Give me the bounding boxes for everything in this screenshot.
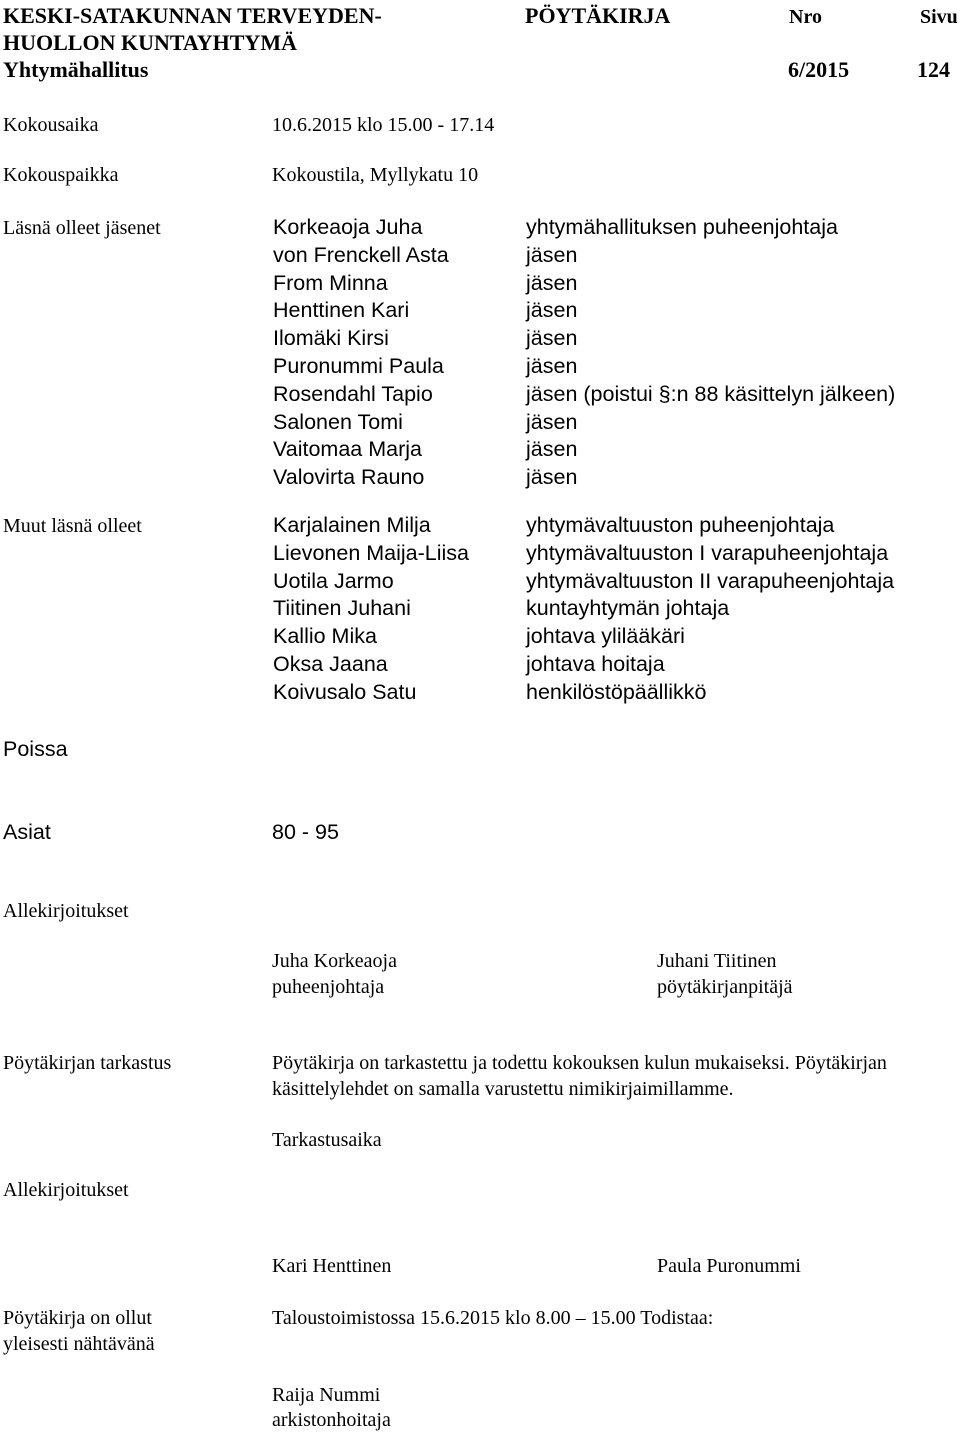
- document-type: PÖYTÄKIRJA: [525, 3, 671, 28]
- present-members-roles: [526, 214, 895, 492]
- other-present-names: [273, 512, 469, 707]
- public-display-value: Taloustoimistossa 15.6.2015 klo 8.00 – 15.00 Todistaa:: [272, 1307, 714, 1329]
- attendee-name: Kallio Mika: [273, 624, 377, 649]
- other-present-label: Muut läsnä olleet: [3, 515, 142, 537]
- reviewer2-name: Paula Puronummi: [657, 1255, 801, 1277]
- attendee-name: Uotila Jarmo: [273, 568, 394, 593]
- member-role: jäsen: [526, 326, 578, 351]
- attendee-role: kuntayhtymän johtaja: [526, 596, 730, 621]
- meeting-place-value: Kokoustila, Myllykatu 10: [272, 164, 479, 186]
- secretary-signature-name: Juhani Tiitinen: [657, 950, 777, 972]
- member-role: yhtymähallituksen puheenjohtaja: [526, 215, 838, 239]
- member-role: jäsen: [526, 409, 578, 434]
- attendee-name: Lievonen Maija-Liisa: [273, 540, 469, 565]
- member-name: von Frenckell Asta: [273, 242, 449, 267]
- attendee-name: Oksa Jaana: [273, 651, 388, 676]
- public-display-label-line2: yleisesti nähtävänä: [3, 1333, 155, 1355]
- member-role: jäsen: [526, 353, 578, 378]
- member-name: Ilomäki Kirsi: [273, 326, 389, 351]
- present-members-label: Läsnä olleet jäsenet: [3, 217, 161, 239]
- member-name: Puronummi Paula: [273, 353, 444, 378]
- attendee-role: yhtymävaltuuston II varapuheenjohtaja: [526, 568, 895, 593]
- attendee-name: Tiitinen Juhani: [273, 596, 411, 621]
- present-members-names: [273, 214, 449, 492]
- member-name: From Minna: [273, 270, 388, 295]
- attendee-name: Koivusalo Satu: [273, 679, 417, 704]
- minutes-number: 6/2015: [788, 57, 850, 82]
- public-display-label-line1: Pöytäkirja on ollut: [3, 1307, 152, 1329]
- governing-body: Yhtymähallitus: [3, 57, 149, 82]
- review-text-line1: Pöytäkirja on tarkastettu ja todettu kokouksen kulun mukaiseksi. Pöytäkirjan: [272, 1052, 887, 1074]
- reviewers-signatures-label: Allekirjoitukset: [3, 1179, 129, 1201]
- review-time-label: Tarkastusaika: [272, 1129, 382, 1151]
- organization-name-line1: KESKI-SATAKUNNAN TERVEYDEN-: [3, 3, 382, 28]
- member-role: jäsen: [526, 437, 578, 462]
- secretary-signature-title: pöytäkirjanpitäjä: [657, 976, 793, 998]
- items-value: 80 - 95: [272, 820, 339, 844]
- reviewer1-name: Kari Henttinen: [272, 1255, 392, 1277]
- page-number: 124: [917, 57, 950, 82]
- member-name: Vaitomaa Marja: [273, 437, 422, 462]
- member-role: jäsen: [526, 270, 578, 295]
- attendee-role: yhtymävaltuuston I varapuheenjohtaja: [526, 540, 889, 565]
- member-name: Korkeaoja Juha: [273, 215, 423, 239]
- chair-signature-name: Juha Korkeaoja: [272, 950, 397, 972]
- attendee-role: henkilöstöpäällikkö: [526, 679, 707, 704]
- member-role: jäsen: [526, 298, 578, 323]
- attendee-role: yhtymävaltuuston puheenjohtaja: [526, 513, 835, 537]
- member-role: jäsen: [526, 465, 578, 490]
- attendee-role: johtava hoitaja: [526, 651, 665, 676]
- page-label: Sivu: [920, 6, 958, 28]
- member-name: Valovirta Rauno: [273, 465, 425, 490]
- number-label: Nro: [789, 6, 822, 28]
- meeting-place-label: Kokouspaikka: [3, 164, 119, 186]
- chair-signature-title: puheenjohtaja: [272, 976, 385, 998]
- other-present-roles: [526, 512, 894, 707]
- attendee-name: Karjalainen Milja: [273, 513, 431, 537]
- organization-name-line2: HUOLLON KUNTAYHTYMÄ: [3, 30, 297, 55]
- certifier-name: Raija Nummi: [272, 1384, 381, 1406]
- member-name: Salonen Tomi: [273, 409, 403, 434]
- meeting-time-value: 10.6.2015 klo 15.00 - 17.14: [272, 114, 495, 136]
- member-role: jäsen (poistui §:n 88 käsittelyn jälkeen): [526, 381, 896, 406]
- review-text-line2: käsittelylehdet on samalla varustettu nimikirjaimillamme.: [272, 1078, 734, 1100]
- absent-label: Poissa: [3, 737, 68, 761]
- attendee-role: johtava ylilääkäri: [526, 624, 685, 649]
- member-name: Henttinen Kari: [273, 298, 410, 323]
- signatures-label: Allekirjoitukset: [3, 900, 129, 922]
- review-label: Pöytäkirjan tarkastus: [3, 1052, 172, 1074]
- member-name: Rosendahl Tapio: [273, 381, 433, 406]
- items-label: Asiat: [3, 820, 51, 844]
- member-role: jäsen: [526, 242, 578, 267]
- meeting-time-label: Kokousaika: [3, 114, 99, 136]
- certifier-title: arkistonhoitaja: [272, 1409, 391, 1431]
